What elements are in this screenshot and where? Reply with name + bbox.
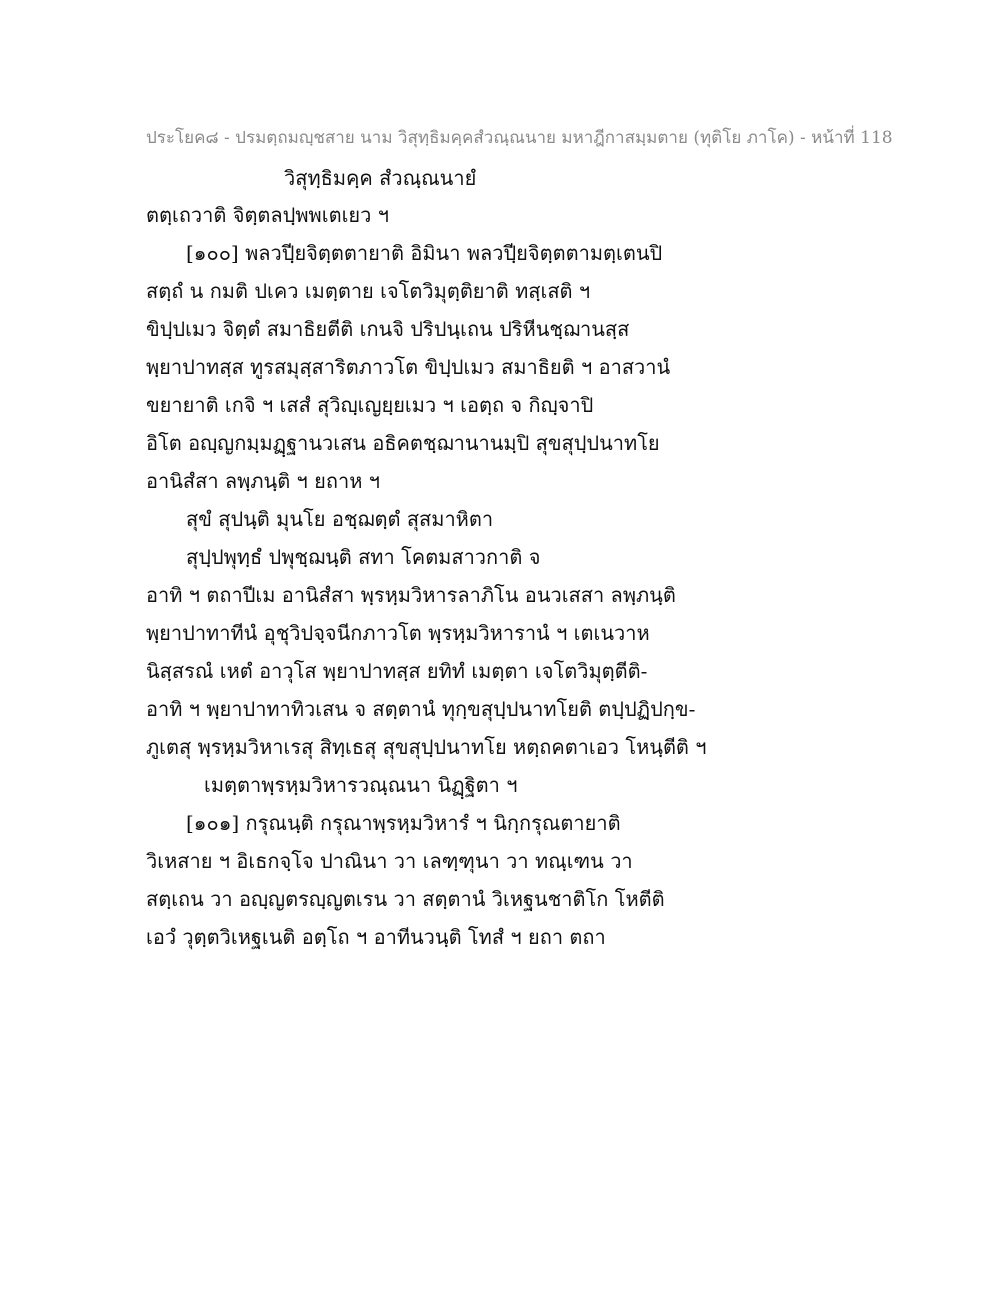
text-line: ตตฺเถวาติ จิตฺตลปฺพพเตเยว ฯ — [146, 203, 389, 227]
paragraph-start-100: [๑๐๐] พลวปีฺยจิตฺตตายาติ อิมินา พลวปีฺยจิตฺตตามตฺเตนปิ — [186, 241, 663, 265]
body-text — [146, 200, 707, 960]
text-line: นิสฺสรณํ เหตํ อาวุโส พฺยาปาทสฺส ยทิทํ เมตฺตา เจโตวิมุตฺตีติ- — [146, 659, 648, 683]
text-line: สตฺถํ น กมติ ปเคว เมตฺตาย เจโตวิมุตฺติยาติ ทสฺเสติ ฯ — [146, 279, 591, 303]
text-line: วิเหสาย ฯ อิเธกจฺโจ ปาณินา วา เลฑฺฑุนา วา ทณฺเฑน วา — [146, 849, 633, 873]
text-line: สตฺเถน วา อญฺญตรญฺญตเรน วา สตฺตานํ วิเหฐนชาติโก โหตีติ — [146, 887, 665, 911]
section-end-heading: เมตฺตาพฺรหฺมวิหารวณฺณนา นิฏฺฐิตา ฯ — [204, 773, 518, 797]
verse-line: สุขํ สุปนฺติ มุนโย อชฺฌตฺตํ สุสมาหิตา — [186, 507, 494, 531]
text-line: อาทิ ฯ พฺยาปาทาทิวเสน จ สตฺตานํ ทุกฺขสุปฺปนาทโยติ ตปฺปฏิปกฺข- — [146, 697, 696, 721]
text-line: พฺยาปาทาทีนํ อุชุวิปจฺจนีกภาวโต พฺรหฺมวิหารานํ ฯ เตเนวาห — [146, 621, 650, 645]
text-line: อาทิ ฯ ตถาปีเม อานิสํสา พฺรหฺมวิหารลาภิโน อนวเสสา ลพฺภนฺติ — [146, 583, 676, 607]
section-title: วิสุทฺธิมคฺค สํวณฺณนายํ — [284, 166, 477, 190]
running-header: ประโยค๘ - ปรมตฺถมญฺชสาย นาม วิสุทฺธิมคฺคสํวณฺณนาย มหาฎีกาสมฺมตาย (ทุติโย ภาโค) - หน้าที่ 118 — [146, 128, 893, 148]
text-line: อานิสํสา ลพฺภนฺติ ฯ ยถาห ฯ — [146, 469, 380, 493]
text-line: อิโต อญฺญกมฺมฏฺฐานวเสน อธิคตชฺฌานานมฺปิ สุขสุปฺปนาทโย — [146, 431, 660, 455]
text-line: เอวํ วุตฺตวิเหฐเนติ อตฺโถ ฯ อาทีนวนฺติ โทสํ ฯ ยถา ตถา — [146, 925, 606, 949]
text-line: พฺยาปาทสฺส ทูรสมุสฺสาริตภาวโต ขิปฺปเมว สมาธิยติ ฯ อาสวานํ — [146, 355, 671, 379]
text-line: ขยายาติ เกจิ ฯ เสสํ สุวิญฺเญยฺยเมว ฯ เอตฺถ จ กิญฺจาปิ — [146, 393, 594, 417]
paragraph-start-101: [๑๐๑] กรุณนฺติ กรุณาพฺรหฺมวิหารํ ฯ นิกฺกรุณตายาติ — [186, 811, 621, 835]
verse-line: สุปฺปพุทฺธํ ปพุชฺฌนฺติ สทา โคตมสาวกาติ จ — [186, 545, 541, 569]
text-line: ภูเตสุ พฺรหฺมวิหาเรสุ สิทฺเธสุ สุขสุปฺปนาทโย หตฺถคตาเอว โหนฺตีติ ฯ — [146, 735, 707, 759]
text-line: ขิปฺปเมว จิตฺตํ สมาธิยตีติ เกนจิ ปริปนฺเถน ปริหีนชฺฌานสฺส — [146, 317, 630, 341]
